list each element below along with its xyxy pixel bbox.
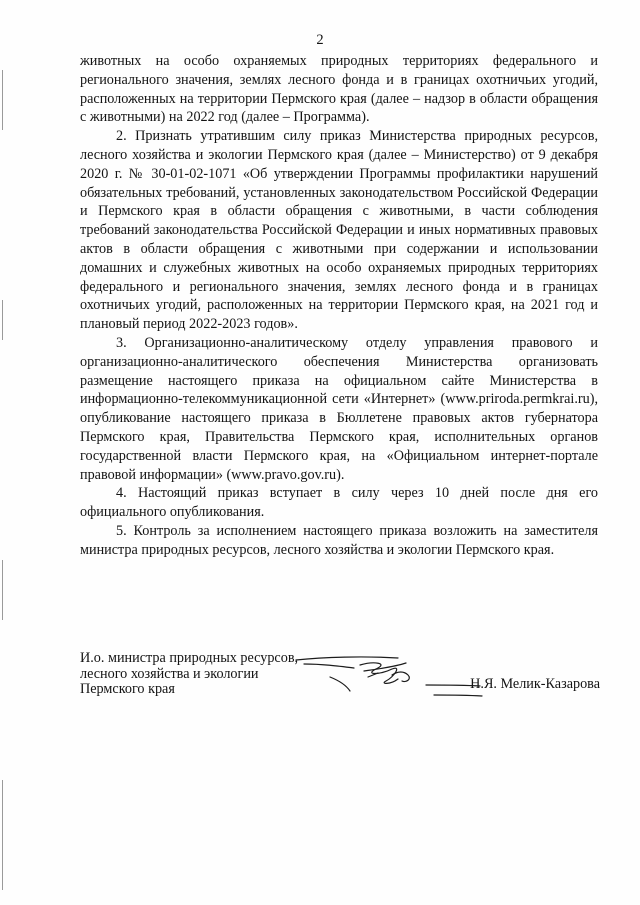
paragraph-4: 4. Настоящий приказ вступает в силу через 10 дней после дня его официального опубликования. — [80, 485, 598, 521]
signature-block — [80, 651, 600, 711]
signatory-position-line: лесного хозяйства и экологии — [80, 665, 259, 682]
scan-edge-mark — [2, 560, 3, 620]
signatory-position-line: И.о. министра природных ресурсов, — [80, 650, 299, 666]
page-number: 2 — [316, 32, 324, 48]
signatory-position-line: Пермского края — [80, 681, 175, 697]
handwritten-signature — [294, 651, 494, 709]
scan-edge-mark — [2, 70, 3, 130]
scan-edge-mark — [2, 780, 3, 890]
signatory-name: Н.Я. Мелик-Казарова — [470, 676, 600, 692]
signatory-position — [80, 651, 298, 698]
scan-edge-mark — [2, 300, 3, 340]
paragraph-2: 2. Признать утратившим силу приказ Министерства природных ресурсов, лесного хозяйства и экологии Пермского края (далее – Министерство) от 9 декабря 2020 г. № 30-01-02-1071 «Об утверждении Программы профилактики нарушений обязательных требований, установленных законодательством Российской Федерации и Пермского края в области обращения с животными, в части соблюдения требований законодательства Российской Федерации и иных нормативных правовых актов в области обращения с животными при содержании и использовании домашних и служебных животных на особо охраняемых природных территориях федерального и регионального значения, землях лесного фонда и в границах охотничьих угодий, расположенных на территории Пермского края, на 2021 год и плановый период 2022-2023 годов». — [80, 128, 598, 333]
document-body — [80, 52, 598, 560]
paragraph-5: 5. Контроль за исполнением настоящего приказа возложить на заместителя министра природных ресурсов, лесного хозяйства и экологии Пермского края. — [80, 522, 598, 558]
paragraph-3: 3. Организационно-аналитическому отделу управления правового и организационно-аналитического обеспечения Министерства организовать размещение настоящего приказа на официальном сайте Министерства в информационно-телекоммуникационной сети «Интернет» (www.priroda.permkrai.ru), опубликование настоящего приказа в Бюллетене правовых актов губернатора Пермского края, Правительства Пермского края, исполнительных органов государственной власти Пермского края, на «Официальном интернет-портале правовой информации» (www.pravo.gov.ru). — [80, 334, 598, 483]
paragraph-continuation: животных на особо охраняемых природных территориях федерального и регионального значения, землях лесного фонда и в границах охотничьих угодий, расположенных на территории Пермского края (далее – надзор в области обращения с животными) на 2022 год (далее – Программа). — [80, 53, 598, 126]
